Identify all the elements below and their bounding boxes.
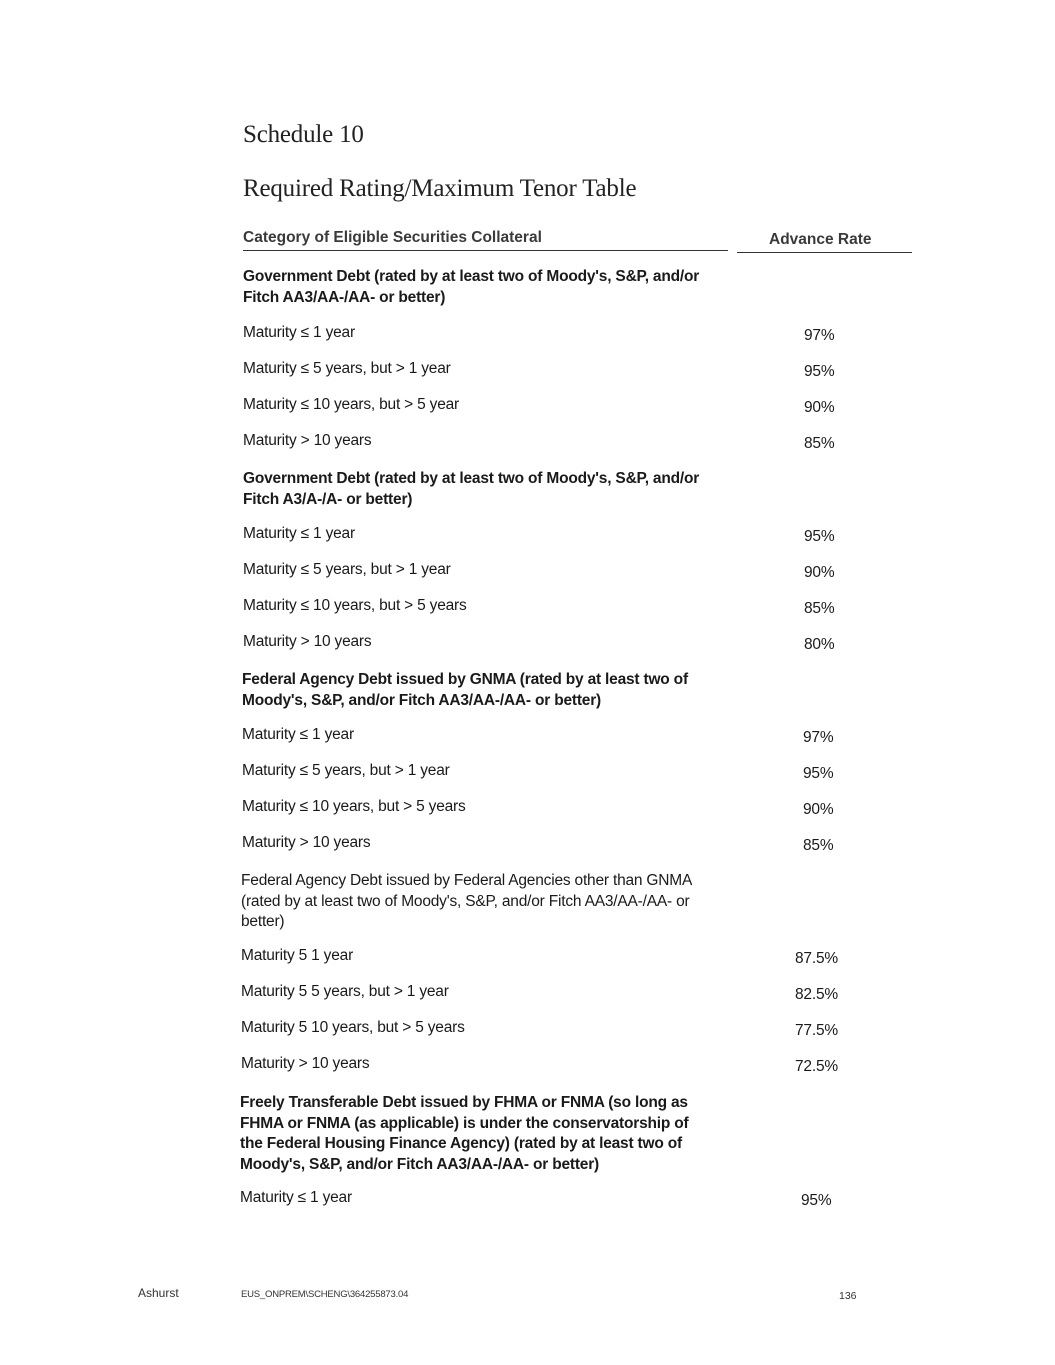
footer-firm-name: Ashurst [138,1286,179,1300]
maturity-label: Maturity ≤ 1 year [243,525,355,542]
maturity-label: Maturity ≤ 5 years, but > 1 year [243,360,451,377]
maturity-label: Maturity ≤ 10 years, but > 5 years [242,798,466,815]
advance-rate-value: 95% [803,765,834,782]
section-heading-other-agencies: Federal Agency Debt issued by Federal Agencies other than GNMA (rated by at least two of Moody's, S&P, and/or Fitch AA3/AA-/AA- or better) [241,872,692,930]
advance-rate-value: 77.5% [795,1022,838,1039]
maturity-label: Maturity > 10 years [241,1055,370,1072]
advance-rate-value: 95% [804,528,835,545]
table-title: Required Rating/Maximum Tenor Table [243,175,637,202]
advance-rate-value: 95% [804,363,835,380]
maturity-label: Maturity 5 5 years, but > 1 year [241,983,449,1000]
advance-rate-value: 80% [804,636,835,653]
maturity-label: Maturity 5 1 year [241,947,354,964]
section-heading-fhma-fnma: Freely Transferable Debt issued by FHMA or FNMA (so long as FHMA or FNMA (as applicable) is under the conservatorship of the Federal Housing Finance Agency) (rated by at least two of Moody's, S&P, and/or Fitch AA3/AA-/AA- or better) [240,1094,689,1173]
advance-rate-value: 87.5% [795,950,838,967]
maturity-label: Maturity ≤ 5 years, but > 1 year [242,762,450,779]
section-heading-government-debt-a: Government Debt (rated by at least two of Moody's, S&P, and/or Fitch A3/A-/A- or better) [243,470,700,508]
advance-rate-value: 97% [803,729,834,746]
advance-rate-value: 72.5% [795,1058,838,1075]
advance-rate-value: 95% [801,1192,832,1209]
advance-rate-value: 85% [804,435,835,452]
maturity-label: Maturity ≤ 1 year [240,1189,352,1206]
column-header-advance-rate: Advance Rate [737,231,912,253]
maturity-label: Maturity ≤ 5 years, but > 1 year [243,561,451,578]
maturity-label: Maturity > 10 years [243,432,372,449]
maturity-label: Maturity ≤ 10 years, but > 5 years [243,597,467,614]
column-header-category: Category of Eligible Securities Collateral [243,229,728,251]
maturity-label: Maturity ≤ 1 year [243,324,355,341]
maturity-label: Maturity ≤ 1 year [242,726,354,743]
advance-rate-value: 85% [804,600,835,617]
schedule-title: Schedule 10 [243,121,364,148]
maturity-label: Maturity > 10 years [243,633,372,650]
maturity-label: Maturity ≤ 10 years, but > 5 year [243,396,459,413]
maturity-label: Maturity > 10 years [242,834,371,851]
section-heading-gnma: Federal Agency Debt issued by GNMA (rated by at least two of Moody's, S&P, and/or Fitch AA3/AA-/AA- or better) [242,671,688,709]
footer-document-id: EUS_ONPREM\SCHENG\364255873.04 [241,1289,409,1300]
advance-rate-value: 90% [804,564,835,581]
advance-rate-value: 97% [804,327,835,344]
page-number: 136 [839,1290,857,1302]
advance-rate-value: 82.5% [795,986,838,1003]
section-heading-government-debt-aa: Government Debt (rated by at least two of Moody's, S&P, and/or Fitch AA3/AA-/AA- or better) [243,268,700,306]
advance-rate-value: 90% [803,801,834,818]
advance-rate-value: 85% [803,837,834,854]
advance-rate-value: 90% [804,399,835,416]
maturity-label: Maturity 5 10 years, but > 5 years [241,1019,465,1036]
